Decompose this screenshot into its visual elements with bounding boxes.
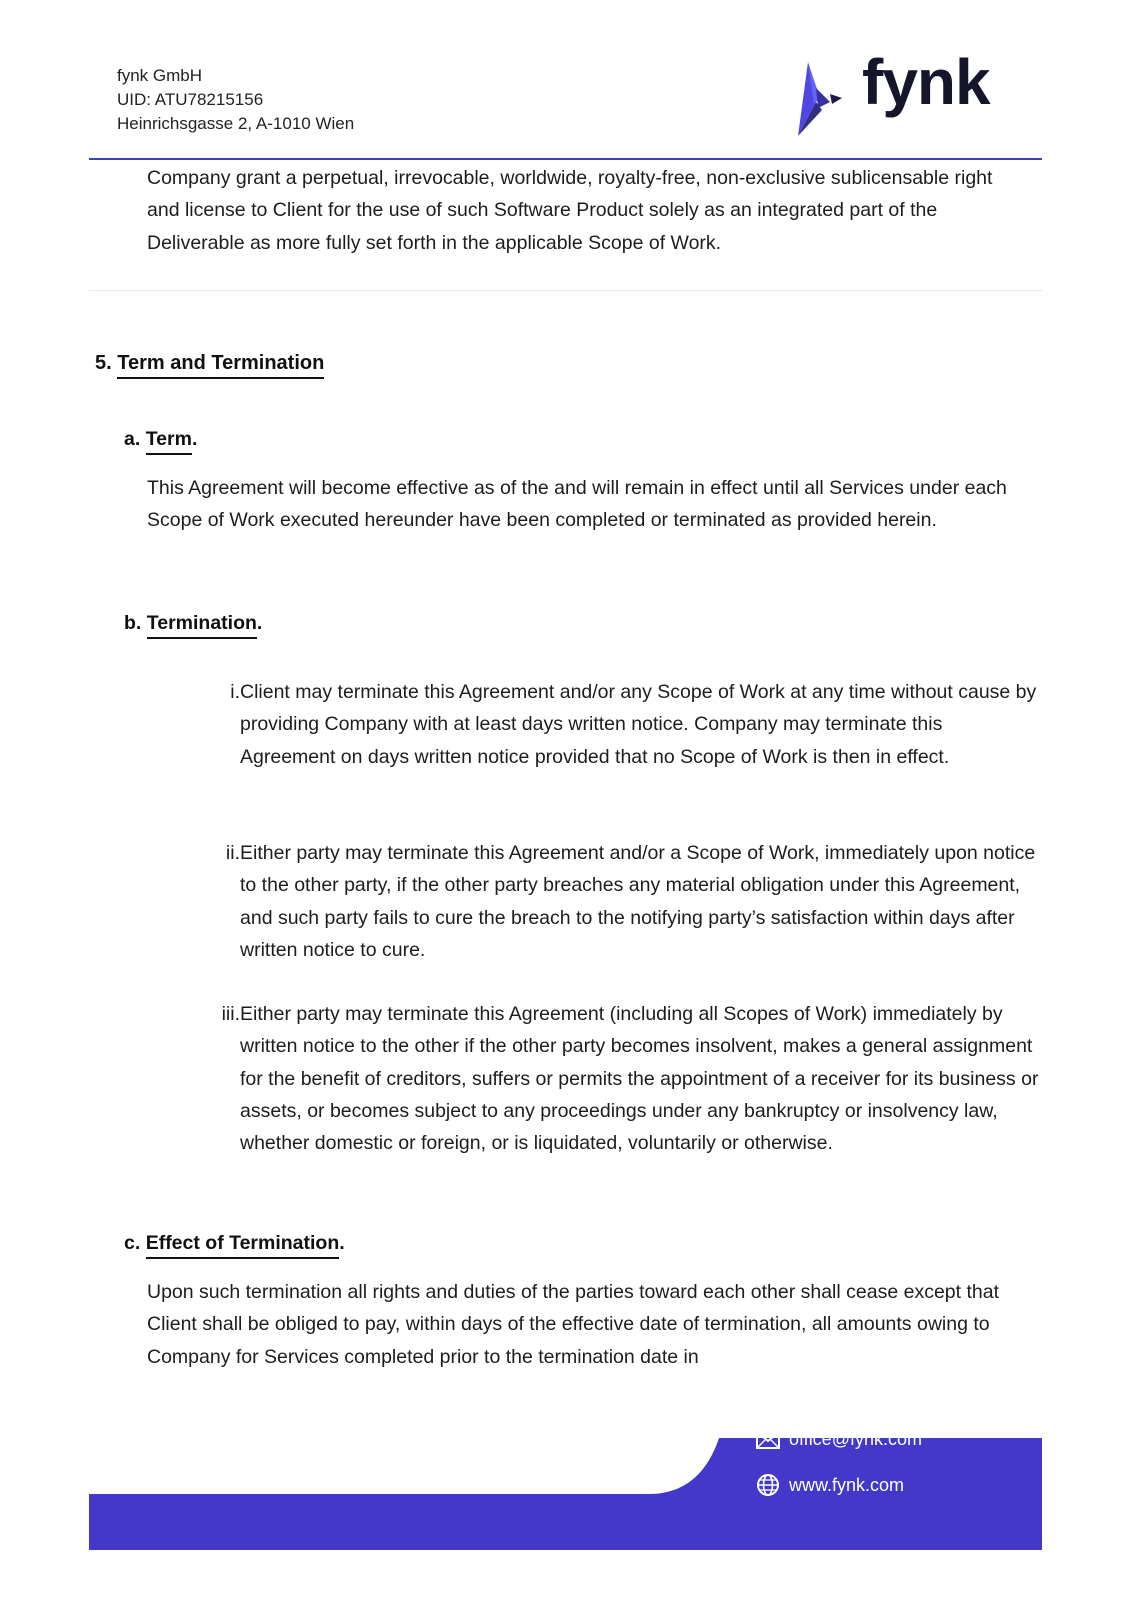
fynk-logo bbox=[800, 46, 1000, 144]
subsection-a-heading bbox=[124, 428, 197, 451]
subsection-b-title: Termination bbox=[147, 612, 257, 639]
fynk-bird-icon bbox=[790, 58, 850, 140]
subsection-c-period: . bbox=[339, 1232, 345, 1254]
section-number: 5. bbox=[95, 352, 112, 374]
subsection-b-label: b. bbox=[124, 612, 142, 634]
footer-website[interactable]: www.fynk.com bbox=[789, 1474, 905, 1495]
effect-paragraph: Upon such termination all rights and duties of the parties toward each other shall cease except that Client shall be obliged to pay, within days of the effective date of termination, all amounts owing to Company for Services completed prior to the termination date in bbox=[147, 1281, 999, 1368]
subsection-b-heading bbox=[124, 612, 262, 635]
subsection-a-period: . bbox=[191, 428, 198, 450]
section-heading bbox=[95, 352, 324, 375]
company-info bbox=[117, 64, 354, 136]
subsection-a-title: Term bbox=[146, 428, 192, 455]
termination-item bbox=[210, 998, 1042, 1159]
item-text: Either party may terminate this Agreement and/or a Scope of Work, immediately upon notice to the other party, if the other party breaches any material obligation under this Agreement, and such party fails to cure the breach to the notifying party’s satisfaction within days after written notice to cure. bbox=[240, 842, 1036, 961]
footer-email-row bbox=[756, 1429, 922, 1450]
globe-icon bbox=[756, 1473, 780, 1497]
item-number: iii. bbox=[221, 1003, 240, 1025]
subsection-a-label: a. bbox=[124, 428, 141, 450]
termination-item bbox=[210, 676, 1042, 773]
logo-wordmark: fynk bbox=[862, 46, 990, 118]
subsection-b-period: . bbox=[256, 612, 263, 634]
company-name: fynk GmbH bbox=[117, 66, 203, 85]
footer-email[interactable]: office@fynk.com bbox=[789, 1429, 922, 1449]
termination-item bbox=[210, 837, 1042, 966]
footer-website-row bbox=[756, 1473, 904, 1497]
item-number: ii. bbox=[225, 842, 240, 864]
item-text: Either party may terminate this Agreement (including all Scopes of Work) immediately by written notice to the other if the other party becomes insolvent, makes a general assignment for the benefit of creditors, suffers or permits the appointment of a receiver for its business or assets, or becomes subject to any proceedings under any bankruptcy or insolvency law, whether domestic or foreign, or is liquidated, voluntarily or otherwise. bbox=[240, 1003, 1039, 1155]
subsection-c-title: Effect of Termination bbox=[146, 1232, 340, 1259]
subsection-c-label: c. bbox=[124, 1232, 141, 1254]
header-divider bbox=[89, 158, 1042, 160]
term-paragraph: This Agreement will become effective as of the and will remain in effect until all Services under each Scope of Work executed hereunder have been completed or terminated as provided herein. bbox=[147, 477, 1007, 532]
section-title: Term and Termination bbox=[117, 352, 324, 379]
item-text: Client may terminate this Agreement and/or any Scope of Work at any time without cause by providing Company with at least days written notice. Company may terminate this Agreement on days written notice provided that no Scope of Work is then in effect. bbox=[240, 681, 1037, 768]
company-uid: UID: ATU78215156 bbox=[117, 90, 264, 109]
subsection-c-heading bbox=[124, 1232, 345, 1255]
intro-paragraph: Company grant a perpetual, irrevocable, worldwide, royalty-free, non-exclusive sublicensable right and license to Client for the use of such Software Product solely as an integrated part of the Deliverable as more fully set forth in the applicable Scope of Work. bbox=[147, 167, 993, 254]
envelope-icon bbox=[756, 1431, 780, 1449]
company-address: Heinrichsgasse 2, A-1010 Wien bbox=[117, 114, 355, 133]
item-number: i. bbox=[230, 681, 240, 703]
section-divider bbox=[89, 290, 1042, 291]
